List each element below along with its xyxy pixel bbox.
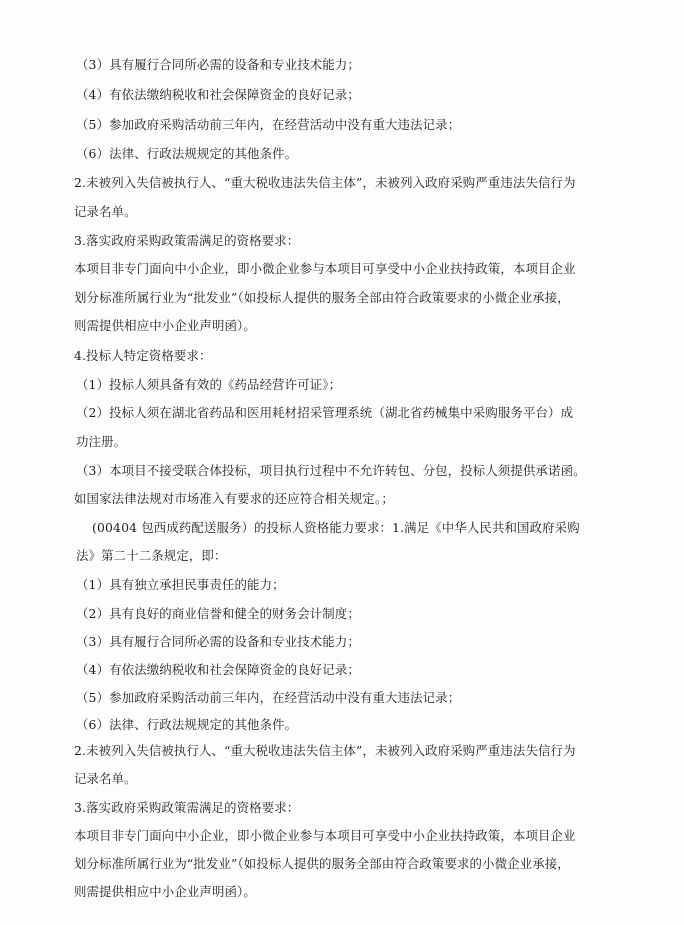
text-line: （3）具有履行合同所必需的设备和专业技术能力； [76, 57, 360, 72]
text-line: 本项目非专门面向中小企业，即小微企业参与本项目可享受中小企业扶持政策，本项目企业 [74, 828, 576, 843]
text-line: （4）有依法缴纳税收和社会保障资金的良好记录； [76, 662, 360, 677]
text-line: （5）参加政府采购活动前三年内，在经营活动中没有重大违法记录； [76, 117, 461, 132]
text-line: （2）具有良好的商业信誉和健全的财务会计制度； [76, 606, 360, 621]
text-line: （6）法律、行政法规规定的其他条件。 [76, 717, 298, 732]
text-line: 2.未被列入失信被执行人、“重大税收违法失信主体”，未被列入政府采购严重违法失信行为 [74, 743, 576, 758]
text-line: (00404 包西成药配送服务）的投标人资格能力要求：1.满足《中华人民共和国政府采购 [92, 520, 580, 535]
text-line: （4）有依法缴纳税收和社会保障资金的良好记录； [76, 87, 360, 102]
text-line: （3）具有履行合同所必需的设备和专业技术能力； [76, 634, 360, 649]
text-line: 如国家法律法规对市场准入有要求的还应符合相关规定。； [74, 491, 394, 506]
text-line: 4.投标人特定资格要求： [74, 348, 212, 363]
text-line: 划分标准所属行业为“批发业”（如投标人提供的服务全部由符合政策要求的小微企业承接， [74, 856, 570, 871]
text-line: （1）投标人须具备有效的《药品经营许可证》； [76, 377, 342, 392]
text-line: （1）具有独立承担民事责任的能力； [76, 577, 285, 592]
text-line: 2.未被列入失信被执行人、“重大税收违法失信主体”，未被列入政府采购严重违法失信行为 [74, 175, 576, 190]
text-line: （3）本项目不接受联合体投标，项目执行过程中不允许转包、分包，投标人须提供承诺函。 [76, 463, 586, 478]
text-line: 记录名单。 [74, 204, 137, 219]
text-line: （2）投标人须在湖北省药品和医用耗材招采管理系统（湖北省药械集中采购服务平台）成 [76, 405, 574, 420]
text-line: 则需提供相应中小企业声明函）。 [74, 318, 256, 333]
text-line: 划分标准所属行业为“批发业”（如投标人提供的服务全部由符合政策要求的小微企业承接， [74, 290, 570, 305]
text-line: （5）参加政府采购活动前三年内，在经营活动中没有重大违法记录； [76, 690, 461, 705]
text-line: 3.落实政府采购政策需满足的资格要求： [74, 233, 300, 248]
text-line: 功注册。 [76, 434, 127, 449]
text-line: 记录名单。 [74, 771, 137, 786]
text-line: 法》第二十二条规定，即： [76, 548, 227, 563]
text-line: （6）法律、行政法规规定的其他条件。 [76, 146, 298, 161]
text-line: 3.落实政府采购政策需满足的资格要求： [74, 800, 300, 815]
text-line: 本项目非专门面向中小企业，即小微企业参与本项目可享受中小企业扶持政策，本项目企业 [74, 261, 576, 276]
text-line: 则需提供相应中小企业声明函）。 [74, 884, 256, 899]
